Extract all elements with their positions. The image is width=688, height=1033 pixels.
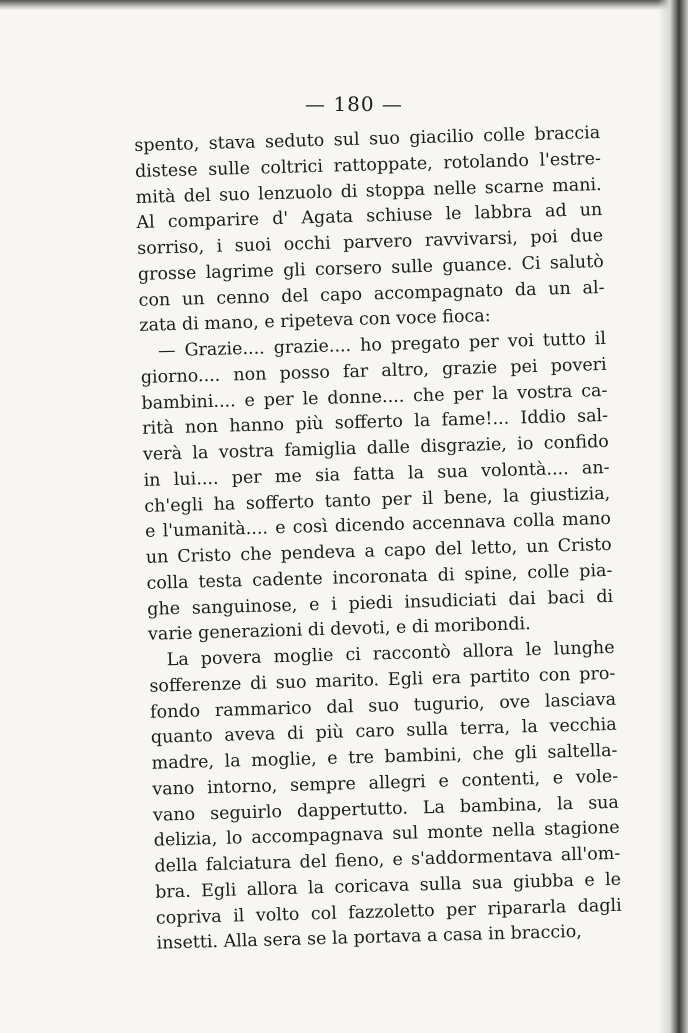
text-line: madre, la moglie, e tre bambini, che gli saltella- [151,740,618,774]
text-line: insetti. Alla sera se la portava a casa in braccio, [156,922,583,954]
text-line: grosse lagrime gli corsero sulle guance. Ci salutò [137,251,605,285]
text-line: vano seguirlo dappertutto. La bambina, la sua [152,792,620,826]
text-line: — Grazie.... grazie.... ho pregato per voi tutto il [157,328,607,362]
text-line: copriva il volto col fazzoletto per ripararla dagli [155,895,623,929]
text-line: varie generazioni di devoti, e di moribondi. [147,614,531,646]
text-line: giorno.... non posso far altro, grazie pei poveri [140,354,607,388]
text-line: in lui.... per me sia fatta la sua volontà.... an- [143,457,610,491]
text-line: verà la vostra famiglia dalle disgrazie, io confido [142,431,610,465]
text-line: un Cristo che pendeva a capo del letto, un Cristo [145,534,612,568]
text-line: quanto aveva di più caro sulla terra, la vecchia [150,715,617,749]
text-line: ch'egli ha sofferto tanto per il bene, la giustizia, [144,483,611,517]
text-line: zata di mano, e ripeteva con voce fioca: [139,306,491,337]
page-number: — 180 — [305,92,403,116]
text-line: distese sulle coltrici rattoppate, rotolando l'estre- [134,148,602,182]
text-line: e l'umanità.... e così dicendo accennava colla mano [144,509,612,543]
text-line: sorriso, i suoi occhi parvero ravvivarsi, poi due [136,225,604,259]
scan-top-edge [0,0,688,10]
text-line: sofferenze di suo marito. Egli era partito con pro- [149,663,616,697]
text-line: bra. Egli allora la coricava sulla sua giubba e le [154,869,622,903]
text-line: ghe sanguinose, e i piedi insudiciati dai baci di [146,586,614,620]
text-line: vano intorno, sempre allegri e contenti, e vole- [152,766,619,800]
text-line: rità non hanno più sofferto la fame!... Iddio sal- [141,406,609,440]
text-line: della falciatura del fieno, e s'addormentava all'om- [154,843,621,877]
text-line: mità del suo lenzuolo di stoppa nelle scarne mani. [135,174,602,208]
text-line: spento, stava seduto sul suo giacilio colle braccia [134,122,601,156]
text-line: La povera moglie ci raccontò allora le lunghe [166,637,615,671]
body-text [134,121,623,958]
text-line: Al comparire d' Agata schiuse le labbra ad un [136,200,603,234]
text-line: delizia, lo accompagnava sul monte nella stagione [153,817,620,851]
text-line: bambini.... e per le donne.... che per la vostra ca- [141,380,608,414]
text-line: fondo rammarico dal suo tugurio, ove lasciava [149,689,617,723]
scan-right-edge [658,0,688,1033]
text-line: colla testa cadente incoronata di spine, colle pia- [146,560,613,594]
text-line: con un cenno del capo accompagnato da un al- [138,277,605,311]
